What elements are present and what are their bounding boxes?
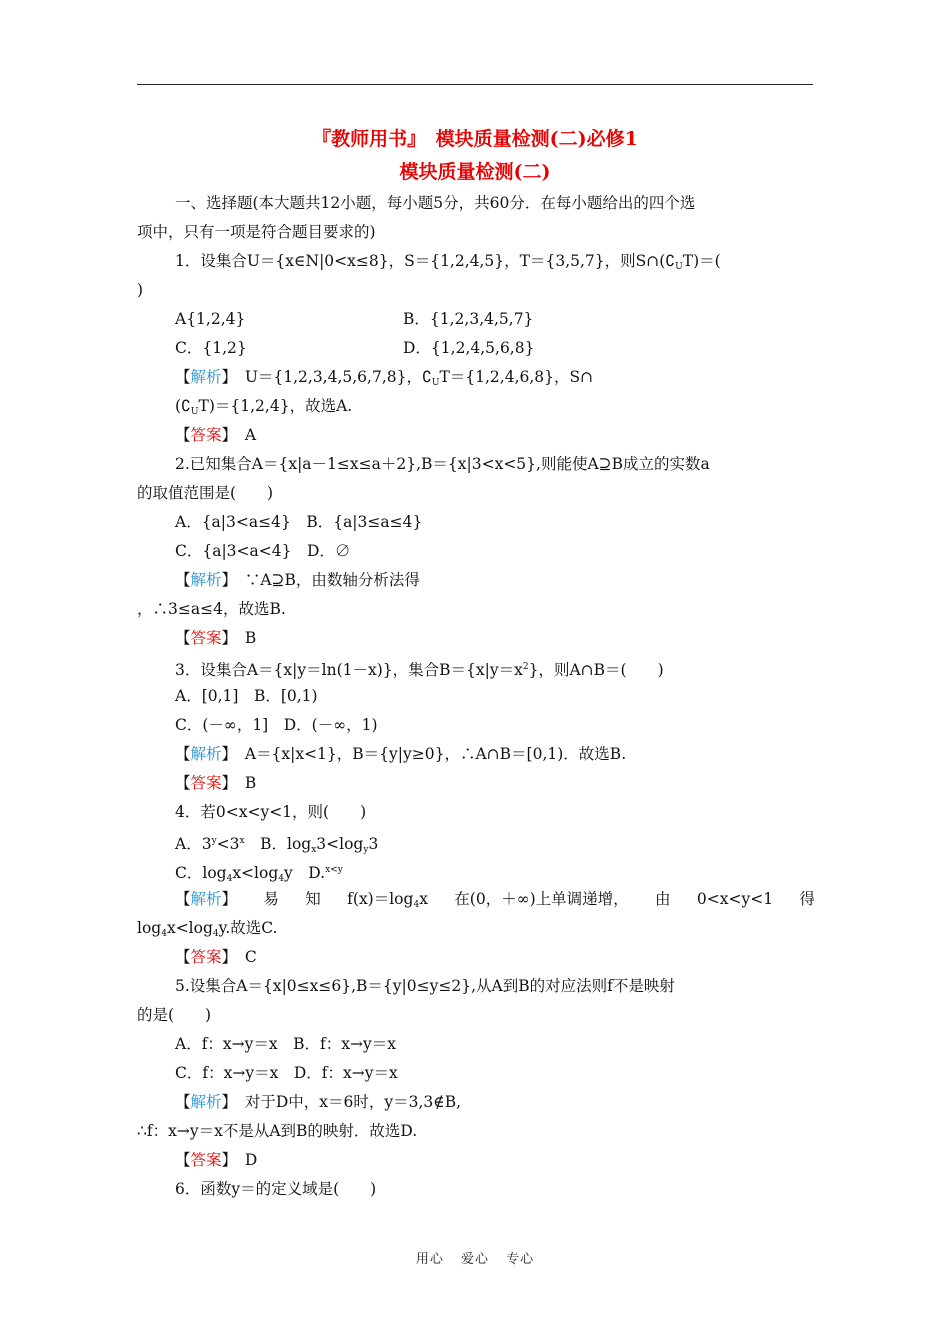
question-5-answer: 【答案】 D <box>175 1151 258 1169</box>
question-1-options-row-1 <box>137 305 815 334</box>
question-3-options-row-2: C．(－∞，1] D．(－∞，1) <box>175 716 378 734</box>
section-intro-line-1: 一、选择题(本大题共12小题，每小题5分，共60分．在每小题给出的四个选 <box>175 194 696 212</box>
question-2-stem: 2.已知集合A＝{x|a－1≤x≤a＋2},B＝{x|3<x<5},则能使A⊇B成立的实数a <box>175 455 710 473</box>
answer-label: 答案 <box>190 1151 222 1169</box>
document-subtitle: 模块质量检测(二) <box>399 161 551 183</box>
answer-label: 答案 <box>190 948 222 966</box>
option-c: C．{1,2} <box>175 339 247 357</box>
option-a: A{1,2,4} <box>175 310 246 328</box>
option-d: D．{1,2,4,5,6,8} <box>403 339 535 357</box>
answer-label: 答案 <box>190 629 222 647</box>
question-1-stem: 1．设集合U＝{x∈N|0<x≤8}，S＝{1,2,4,5}，T＝{3,5,7}，则$S\cap(∁_UT)=$( <box>175 252 721 272</box>
analysis-label: 解析 <box>190 890 222 908</box>
question-1-analysis: 【解析】 U＝{1,2,3,4,5,6,7,8}，$∁_UT=\{1,2,4,6,8\}$，S∩ <box>175 368 594 388</box>
question-5-stem: 5.设集合A＝{x|0≤x≤6},B＝{y|0≤y≤2},从A到B的对应法则f不是映射 <box>175 977 675 995</box>
question-1-options-row-2 <box>137 334 815 363</box>
analysis-label: 解析 <box>190 571 222 589</box>
question-1-analysis-cont: $(∁_UT)=\{1,2,4\}$，故选A. <box>175 397 353 417</box>
question-4-options-row-2: C．$\log_4x<\log_4y$ D.$^{x<y}$ <box>175 864 343 884</box>
analysis-label: 解析 <box>190 368 222 386</box>
question-4-options-row-1: A．$3^y<3^x$ B．$\log_x3<\log_y3$ <box>175 835 379 855</box>
question-3-analysis: 【解析】 A＝{x|x<1}，B＝{y|y≥0}，∴A∩B＝[0,1)．故选B. <box>175 745 627 763</box>
question-4-analysis-cont: $\log_4x<\log_4y$.故选C. <box>137 919 278 939</box>
document-title: 『教师用书』 模块质量检测(二)必修1 <box>312 128 638 150</box>
question-2-answer: 【答案】 B <box>175 629 257 647</box>
question-5-analysis: 【解析】 对于D中，x＝6时，y＝3,3∉B, <box>175 1093 462 1111</box>
question-5-analysis-cont: ∴f：x→y＝x不是从A到B的映射．故选D. <box>137 1122 418 1140</box>
page-footer: 用心 爱心 专心 <box>415 1252 535 1267</box>
header-rule <box>137 84 813 85</box>
question-5-stem-cont: 的是( ) <box>137 1006 212 1024</box>
question-5-options-row-2: C．f：x→y＝x D．f：x→y＝x <box>175 1064 398 1082</box>
question-2-options-row-1: A．{a|3<a≤4} B．{a|3≤a≤4} <box>175 513 423 531</box>
answer-label: 答案 <box>190 774 222 792</box>
question-4-answer: 【答案】 C <box>175 948 257 966</box>
question-6-stem: 6．函数y＝的定义域是( ) <box>175 1180 377 1198</box>
question-2-analysis-cont: ，∴3≤a≤4，故选B. <box>137 600 286 618</box>
question-2-stem-cont: 的取值范围是( ) <box>137 484 274 502</box>
analysis-label: 解析 <box>190 745 222 763</box>
document-body <box>137 189 815 1204</box>
question-1-answer: 【答案】 A <box>175 426 257 444</box>
question-5-options-row-1: A．f：x→y＝x B．f：x→y＝x <box>175 1035 397 1053</box>
analysis-label: 解析 <box>190 1093 222 1111</box>
answer-label: 答案 <box>190 426 222 444</box>
question-3-answer: 【答案】 B <box>175 774 257 792</box>
question-3-options-row-1: A．[0,1] B．[0,1) <box>175 687 318 705</box>
option-b: B．{1,2,3,4,5,7} <box>403 310 534 328</box>
question-4-analysis: 【解析】 易 知 $f(x)=\log_4x$ 在(0，＋∞)上单调递增， 由 0<x<y<1 得 <box>175 890 815 910</box>
question-4-stem: 4．若0<x<y<1，则( ) <box>175 803 367 821</box>
question-3-stem: 3．设集合A＝{x|y＝ln(1－x)}，集合$B=\{x|y=x^2\}$，则A∩B＝( ) <box>175 661 664 679</box>
question-2-options-row-2: C．{a|3<a<4} D．∅ <box>175 542 351 560</box>
question-1-stem-cont: ) <box>137 281 144 299</box>
section-intro-line-2: 项中，只有一项是符合题目要求的) <box>137 223 376 241</box>
question-2-analysis: 【解析】 ∵A⊇B，由数轴分析法得 <box>175 571 420 589</box>
